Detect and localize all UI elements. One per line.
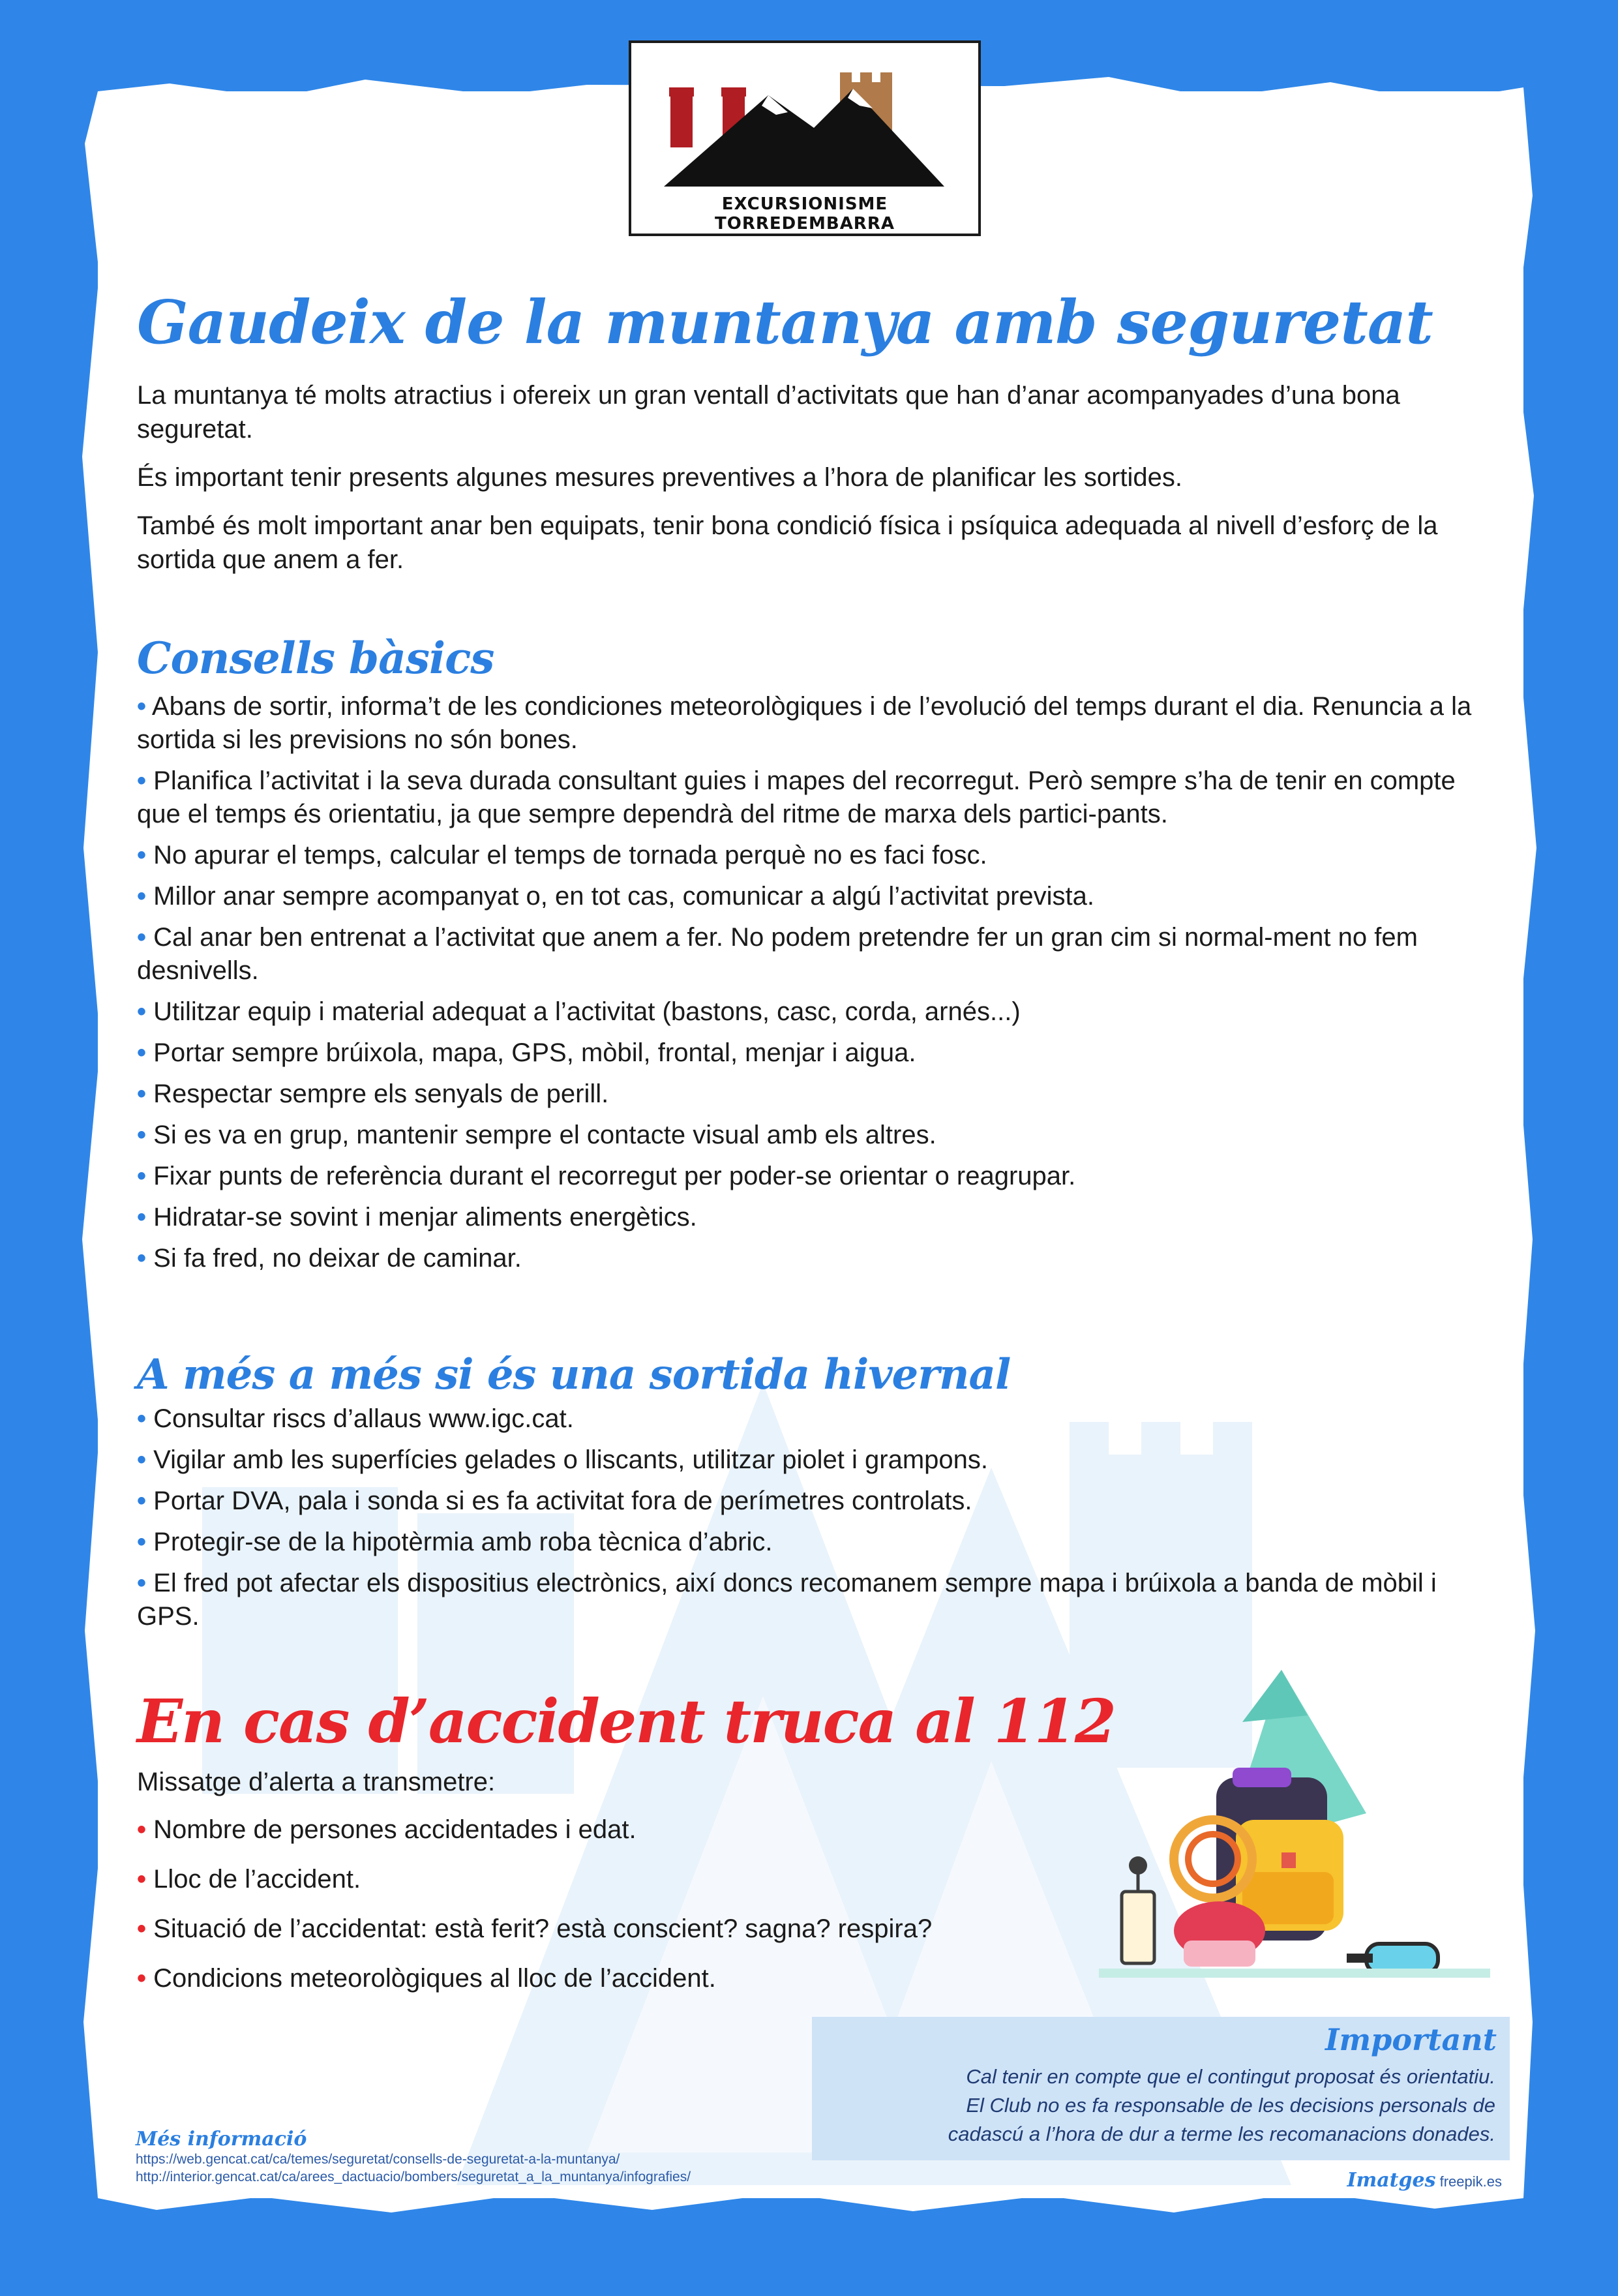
bullet-icon: • [137, 766, 147, 795]
list-item [137, 690, 1487, 757]
list-item [137, 921, 1487, 988]
bullet-icon: • [137, 1080, 147, 1108]
list-item-text: Hidratar-se sovint i menjar aliments energètics. [153, 1203, 697, 1231]
list-item-text: Si es va en grup, mantenir sempre el contacte visual amb els altres. [153, 1121, 936, 1149]
list-item-text: Lloc de l’accident. [153, 1865, 361, 1894]
bullet-icon: • [137, 1487, 147, 1515]
bullet-icon: • [137, 692, 147, 721]
list-item-text: Portar sempre brúixola, mapa, GPS, mòbil, frontal, menjar i aigua. [153, 1038, 916, 1067]
basic-tips-list [137, 690, 1487, 1283]
list-item [137, 1567, 1487, 1633]
list-item [137, 1160, 1487, 1193]
bullet-icon: • [137, 1815, 147, 1844]
hiking-gear-illustration [1086, 1657, 1503, 2009]
list-item [137, 839, 1487, 872]
list-item-text: Vigilar amb les superfícies gelades o lliscants, utilitzar piolet i grampons. [153, 1445, 989, 1474]
more-info-link[interactable]: http://interior.gencat.cat/ca/arees_dactuacio/bombers/seguretat_a_la_muntanya/infografies/ [136, 2169, 691, 2184]
list-item [137, 1863, 932, 1896]
list-item-text: Utilitzar equip i material adequat a l’activitat (bastons, casc, corda, arnés...) [153, 997, 1021, 1026]
list-item [137, 1962, 932, 1995]
bullet-icon: • [137, 997, 147, 1026]
mountain-logo-icon [631, 43, 978, 193]
section-title-winter: A més a més si és una sortida hivernal [137, 1350, 1011, 1399]
list-item [137, 1813, 932, 1847]
bullet-icon: • [137, 882, 147, 911]
list-item-text: El fred pot afectar els dispositius electrònics, així doncs recomanem sempre mapa i brúixola a banda de mòbil i GPS. [137, 1569, 1437, 1631]
image-credits [1347, 2169, 1502, 2192]
important-notice [812, 2017, 1510, 2160]
more-info [136, 2128, 691, 2186]
bullet-icon: • [137, 1203, 147, 1231]
bullet-icon: • [137, 1964, 147, 1993]
list-item [137, 1078, 1487, 1111]
list-item-text: Portar DVA, pala i sonda si es fa activitat fora de perímetres controlats. [153, 1487, 972, 1515]
list-item-text: No apurar el temps, calcular el temps de tornada perquè no es faci fosc. [153, 841, 987, 869]
list-item-text: Abans de sortir, informa’t de les condiciones meteorològiques i de l’evolució del temps durant el dia. Renuncia a la sortida si les previsions no són bones. [137, 692, 1472, 754]
list-item [137, 764, 1487, 831]
important-text [830, 2062, 1495, 2149]
bullet-icon: • [137, 1914, 147, 1943]
list-item-text: Fixar punts de referència durant el recorregut per poder-se orientar o reagrupar. [153, 1162, 1076, 1190]
more-info-title: Més informació [136, 2128, 307, 2151]
bullet-icon: • [137, 1121, 147, 1149]
list-item-text: Nombre de persones accidentades i edat. [153, 1815, 637, 1844]
list-item [137, 1201, 1487, 1234]
list-item-text: Respectar sempre els senyals de perill. [153, 1080, 609, 1108]
emergency-title: En cas d’accident truca al 112 [137, 1686, 1115, 1757]
intro-paragraph: És important tenir presents algunes mesures preventives a l’hora de planificar les sortides. [137, 463, 1183, 492]
page-title: Gaudeix de la muntanya amb seguretat [137, 287, 1433, 357]
winter-tips-list [137, 1402, 1487, 1641]
important-line: Cal tenir en compte que el contingut proposat és orientatiu. [966, 2065, 1495, 2088]
list-item [137, 995, 1487, 1029]
important-line: cadascú a l’hora de dur a terme les recomanacions donades. [948, 2122, 1495, 2145]
important-line: El Club no es fa responsable de les decisions personals de [966, 2094, 1495, 2117]
bullet-icon: • [137, 1569, 147, 1597]
bullet-icon: • [137, 1162, 147, 1190]
logo-club-name: EXCURSIONISME TORREDEMBARRA [715, 194, 895, 234]
list-item [137, 1912, 932, 1946]
intro-paragraphs [137, 378, 1487, 591]
section-title-basic-tips: Consells bàsics [137, 633, 494, 684]
list-item [137, 1036, 1487, 1070]
list-item-text: Cal anar ben entrenat a l’activitat que anem a fer. No podem pretendre fer un gran cim si normal-ment no fem desnivells. [137, 923, 1418, 985]
credits-label: Imatges [1347, 2169, 1436, 2192]
bullet-icon: • [137, 1244, 147, 1273]
list-item [137, 1485, 1487, 1518]
list-item [137, 1402, 1487, 1436]
list-item [137, 1443, 1487, 1477]
list-item-text: Millor anar sempre acompanyat o, en tot cas, comunicar a algú l’activitat prevista. [153, 882, 1095, 911]
list-item-text: Consultar riscs d’allaus www.igc.cat. [153, 1404, 574, 1433]
club-logo [629, 40, 981, 236]
list-item-text: Condicions meteorològiques al lloc de l’accident. [153, 1964, 716, 1993]
list-item [137, 1242, 1487, 1275]
bullet-icon: • [137, 923, 147, 952]
bullet-icon: • [137, 1865, 147, 1894]
list-item [137, 1526, 1487, 1559]
bullet-icon: • [137, 841, 147, 869]
intro-paragraph: La muntanya té molts atractius i ofereix un gran ventall d’activitats que han d’anar acompanyades d’una bona seguretat. [137, 381, 1400, 444]
bullet-icon: • [137, 1528, 147, 1556]
list-item [137, 1119, 1487, 1152]
credits-source: freepik.es [1439, 2173, 1502, 2190]
alert-message-intro: Missatge d’alerta a transmetre: [137, 1768, 496, 1796]
important-title: Important [1325, 2022, 1497, 2057]
bullet-icon: • [137, 1038, 147, 1067]
alert-message-list [137, 1813, 932, 2012]
list-item-text: Situació de l’accidentat: està ferit? està conscient? sagna? respira? [153, 1914, 933, 1943]
intro-paragraph: També és molt important anar ben equipats, tenir bona condició física i psíquica adequada al nivell d’esforç de la sortida que anem a fer. [137, 511, 1438, 574]
list-item-text: Protegir-se de la hipotèrmia amb roba tècnica d’abric. [153, 1528, 773, 1556]
list-item-text: Planifica l’activitat i la seva durada consultant guies i mapes del recorregut. Però sempre s’ha de tenir en compte que el temps és orientatiu, ja que sempre dependrà del ritme de marxa dels partici-pants. [137, 766, 1456, 828]
list-item [137, 880, 1487, 913]
bullet-icon: • [137, 1404, 147, 1433]
more-info-link[interactable]: https://web.gencat.cat/ca/temes/seguretat/consells-de-seguretat-a-la-muntanya/ [136, 2152, 620, 2167]
bullet-icon: • [137, 1445, 147, 1474]
list-item-text: Si fa fred, no deixar de caminar. [153, 1244, 522, 1273]
